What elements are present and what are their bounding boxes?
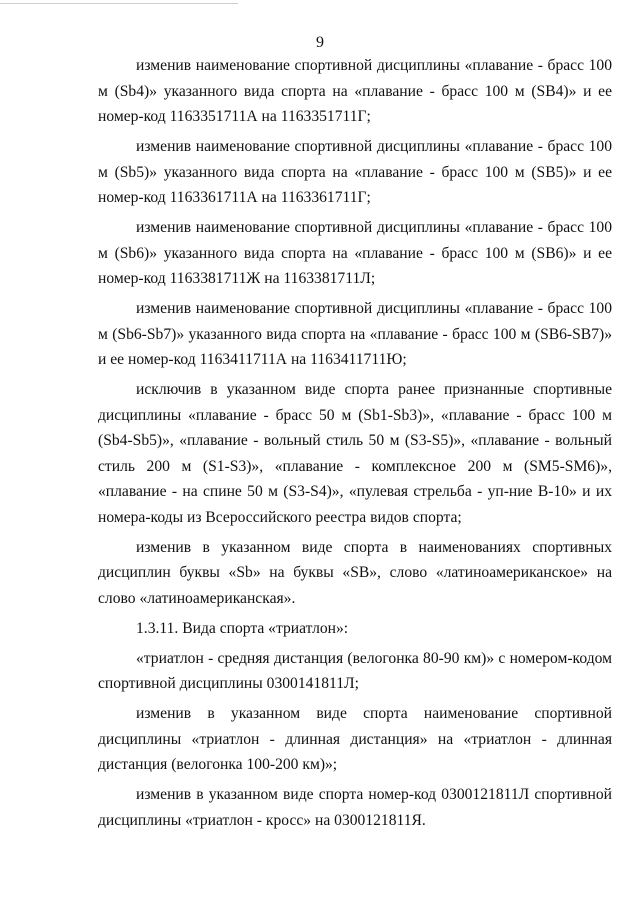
section-heading-triathlon: 1.3.11. Вида спорта «триатлон»: bbox=[136, 619, 349, 637]
top-margin-rule bbox=[0, 3, 238, 4]
paragraph-letters-change: изменив в указанном виде спорта в наименованиях спортивных дисциплин буквы «Sb» на буквы «SB», слово «латиноамериканское» на слово «латиноамериканская». bbox=[98, 538, 612, 607]
paragraph-sb6-rename: изменив наименование спортивной дисциплины «плавание - брасс 100 м (Sb6)» указанного вида спорта на «плавание - брасс 100 м (SB6)» и ее номер-код 1163381711Ж на 1163381711Л; bbox=[98, 219, 612, 287]
paragraph-sb4-rename: изменив наименование спортивной дисциплины «плавание - брасс 100 м (Sb4)» указанного вида спорта на «плавание - брасс 100 м (SB4)» и ее номер-код 1163351711А на 1163351711Г; bbox=[98, 57, 612, 125]
paragraph-sb6-sb7-rename: изменив наименование спортивной дисциплины «плавание - брасс 100 м (Sb6-Sb7)» указанного вида спорта на «плавание - брасс 100 м (SB6-SB7)» и ее номер-код 1163411711А на 1163411711Ю; bbox=[98, 300, 612, 368]
page-number: 9 bbox=[316, 34, 324, 51]
paragraph-triathlon-cross: изменив в указанном виде спорта номер-код 0300121811Л спортивной дисциплины «триатлон - кросс» на 0300121811Я. bbox=[98, 786, 612, 829]
paragraph-sb5-rename: изменив наименование спортивной дисциплины «плавание - брасс 100 м (Sb5)» указанного вида спорта на «плавание - брасс 100 м (SB5)» и ее номер-код 1163361711А на 1163361711Г; bbox=[98, 138, 612, 206]
paragraph-triathlon-long: изменив в указанном виде спорта наименование спортивной дисциплины «триатлон - длинная дистанция» на «триатлон - длинная дистанция (велогонка 100-200 км)»; bbox=[98, 705, 612, 773]
paragraph-triathlon-middle: «триатлон - средняя дистанция (велогонка 80-90 км)» с номером-кодом спортивной дисциплины 0300141811Л; bbox=[98, 649, 612, 692]
paragraph-exclusions: исключив в указанном виде спорта ранее признанные спортивные дисциплины «плавание - брасс 50 м (Sb1-Sb3)», «плавание - брасс 100 м (Sb4-Sb5)», «плавание - вольный стиль 50 м (S3-S5)», «плавание - вольный стиль 200 м (S1-S3)», «плавание - комплексное 200 м (SM5-SM6)», «плавание - на спине 50 м (S3-S4)», «пулевая стрельба - уп-ние В-10» и их номера-коды из Всероссийского реестра видов спорта; bbox=[98, 381, 612, 526]
document-body bbox=[98, 53, 612, 833]
